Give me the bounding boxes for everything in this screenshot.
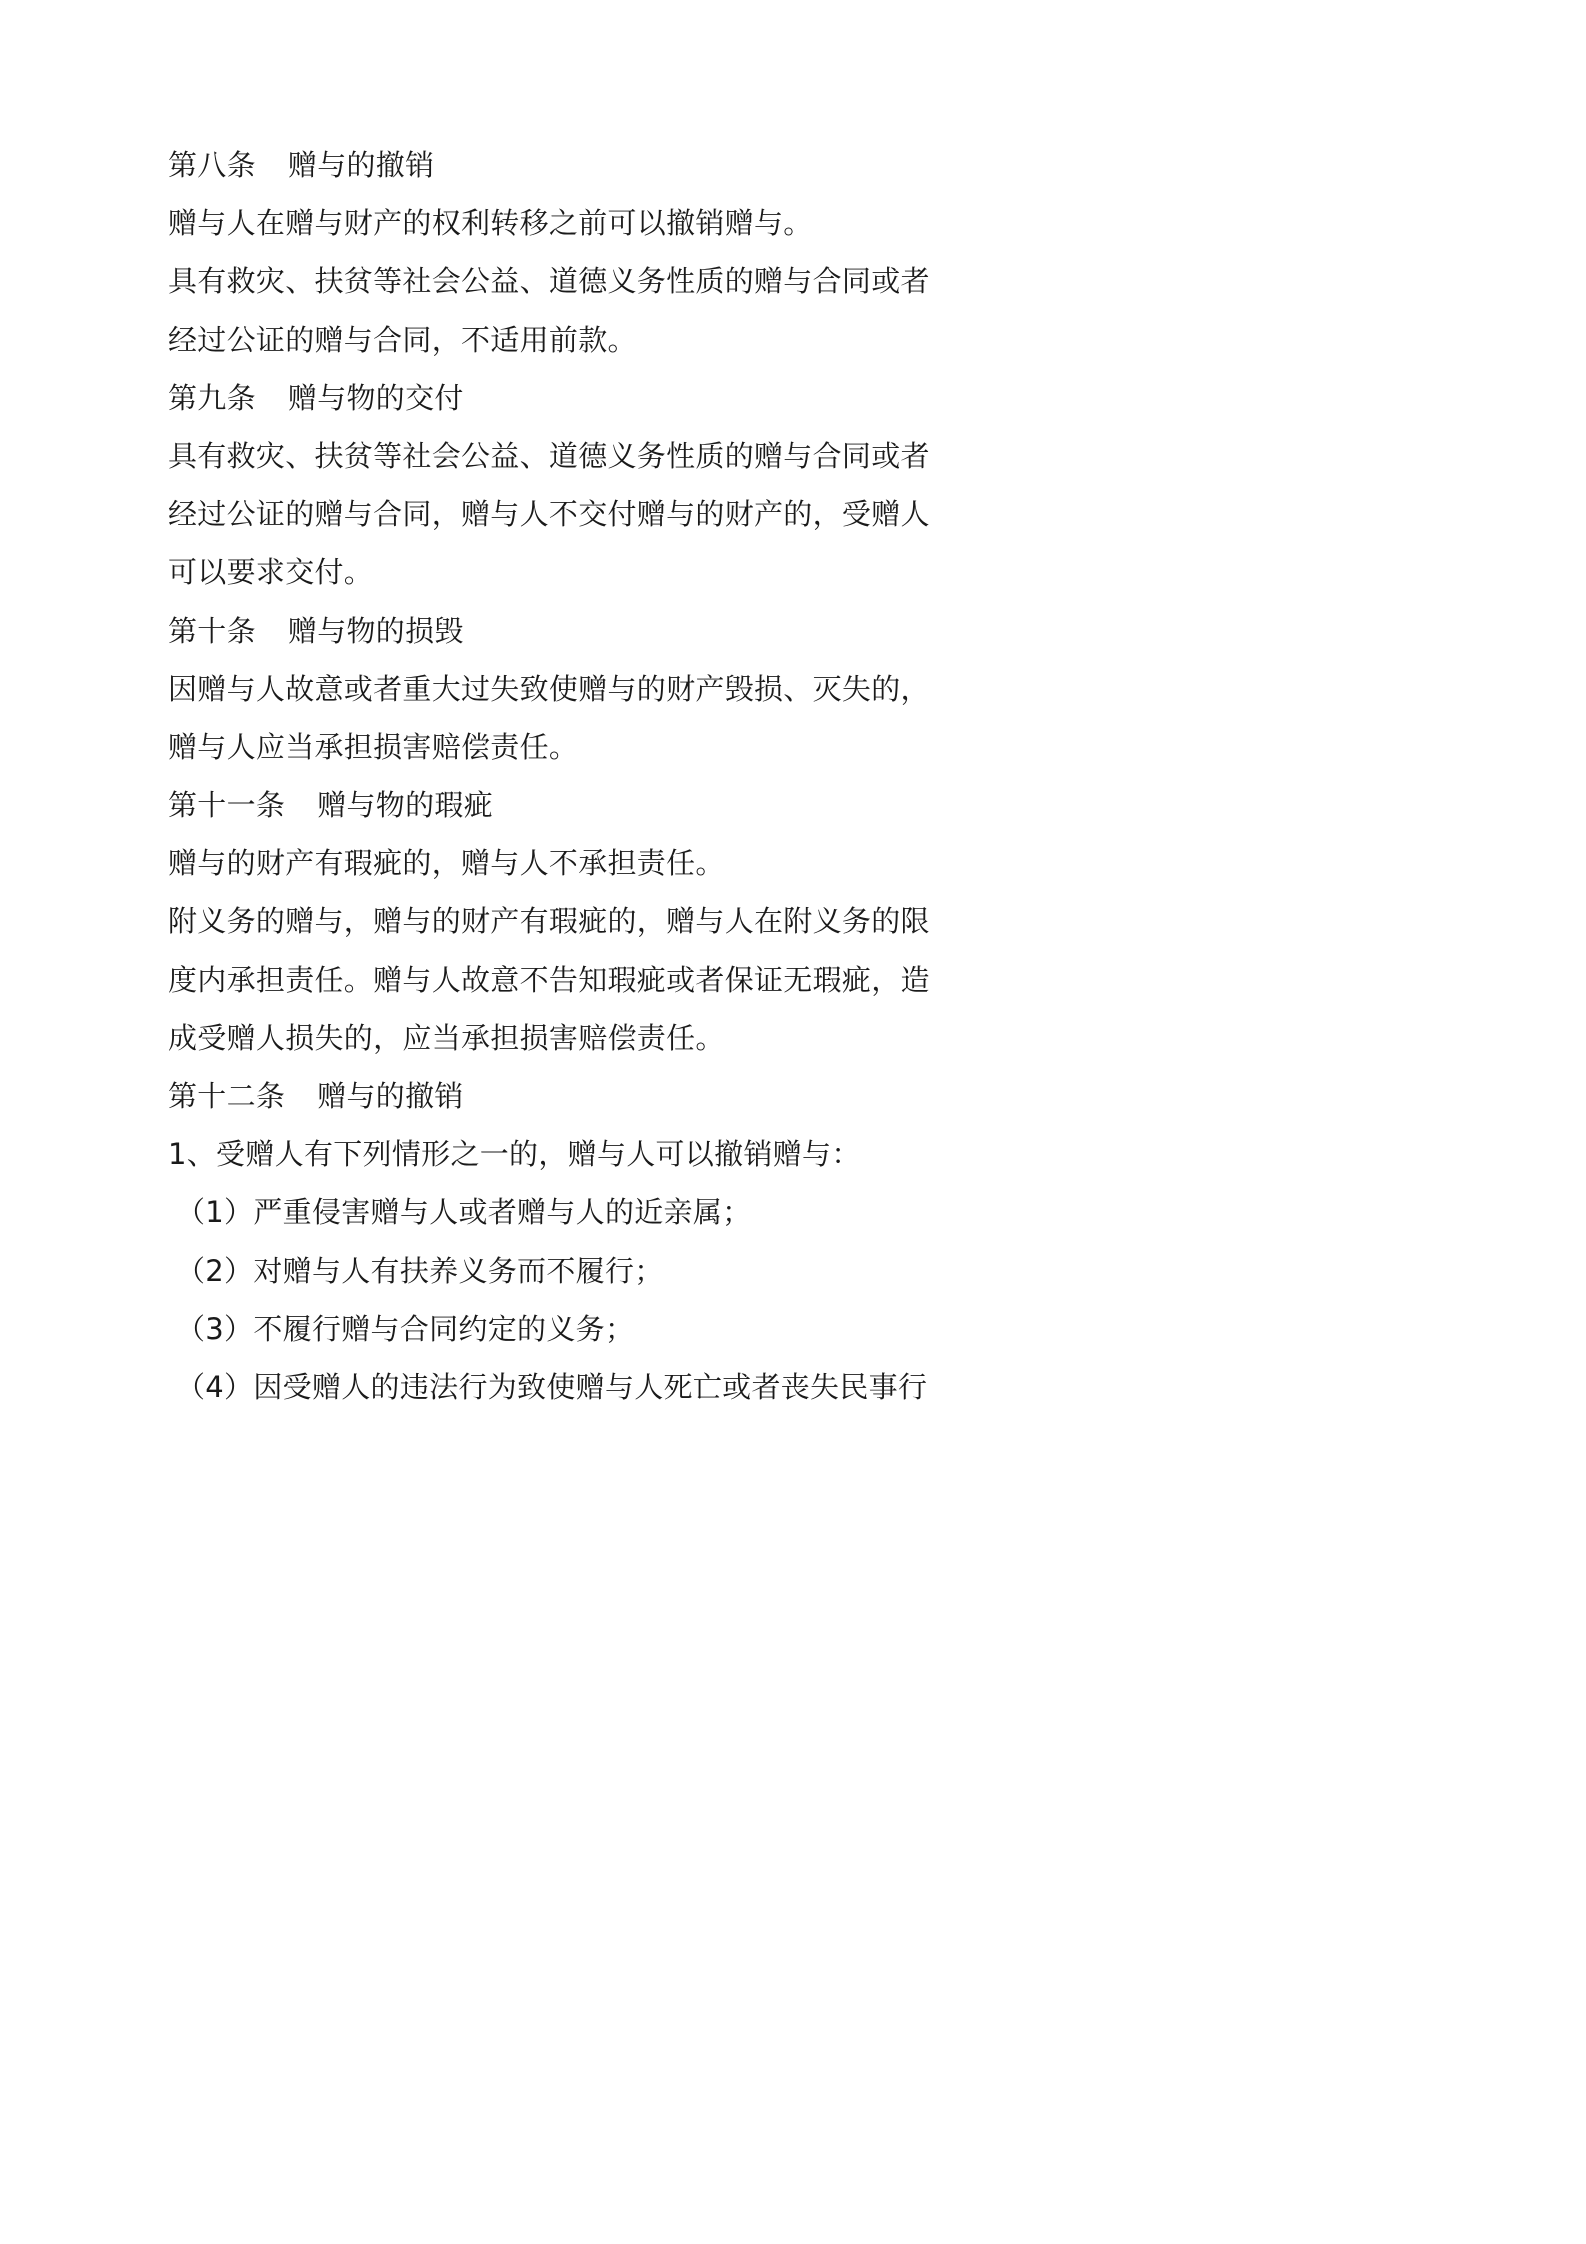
document-page [0, 0, 1108, 1568]
article-number: 第十条 [168, 613, 256, 648]
paragraph-line: 经过公证的赠与合同，不适用前款。 [168, 322, 637, 357]
list-item: （1）严重侵害赠与人或者赠与人的近亲属； [176, 1195, 752, 1230]
article-number: 第九条 [168, 380, 256, 415]
paragraph-line: 具有救灾、扶贫等社会公益、道德义务性质的赠与合同或者 [168, 264, 930, 299]
list-item: （3）不履行赠与合同约定的义务； [176, 1311, 635, 1346]
article-number: 第十一条 [168, 788, 286, 823]
article-heading [168, 602, 948, 660]
paragraph-line: 具有救灾、扶贫等社会公益、道德义务性质的赠与合同或者 [168, 438, 930, 473]
paragraph-line: 赠与人应当承担损害赔偿责任。 [168, 729, 579, 764]
document-body [168, 136, 948, 1416]
article-heading [168, 369, 948, 427]
article-heading [168, 776, 948, 834]
paragraph-line: 附义务的赠与，赠与的财产有瑕疵的，赠与人在附义务的限 [168, 904, 930, 939]
article-title: 赠与物的交付 [287, 380, 464, 415]
paragraph-line: 赠与人在赠与财产的权利转移之前可以撤销赠与。 [168, 206, 813, 241]
paragraph-line: 度内承担责任。赠与人故意不告知瑕疵或者保证无瑕疵，造 [168, 962, 930, 997]
article-title: 赠与的撤销 [317, 1079, 464, 1113]
paragraph-line: 成受赠人损失的，应当承担损害赔偿责任。 [168, 1020, 725, 1055]
paragraph-line: 经过公证的赠与合同，赠与人不交付赠与的财产的，受赠人 [168, 497, 930, 532]
paragraph-line: 1、受赠人有下列情形之一的，赠与人可以撤销赠与： [168, 1137, 861, 1172]
article-heading [168, 1067, 948, 1125]
article-number: 第八条 [168, 148, 256, 182]
article-title: 赠与物的损毁 [287, 613, 464, 648]
paragraph-line: 因赠与人故意或者重大过失致使赠与的财产毁损、灭失的， [168, 671, 930, 706]
article-title: 赠与的撤销 [287, 148, 435, 182]
list-item: （4）因受赠人的违法行为致使赠与人死亡或者丧失民事行 [176, 1369, 928, 1404]
paragraph-line: 可以要求交付。 [168, 555, 374, 590]
article-title: 赠与物的瑕疵 [317, 788, 494, 823]
list-item: （2）对赠与人有扶养义务而不履行； [176, 1253, 664, 1288]
article-heading [168, 136, 948, 194]
paragraph-line: 赠与的财产有瑕疵的，赠与人不承担责任。 [168, 846, 725, 881]
article-number: 第十二条 [168, 1079, 286, 1113]
